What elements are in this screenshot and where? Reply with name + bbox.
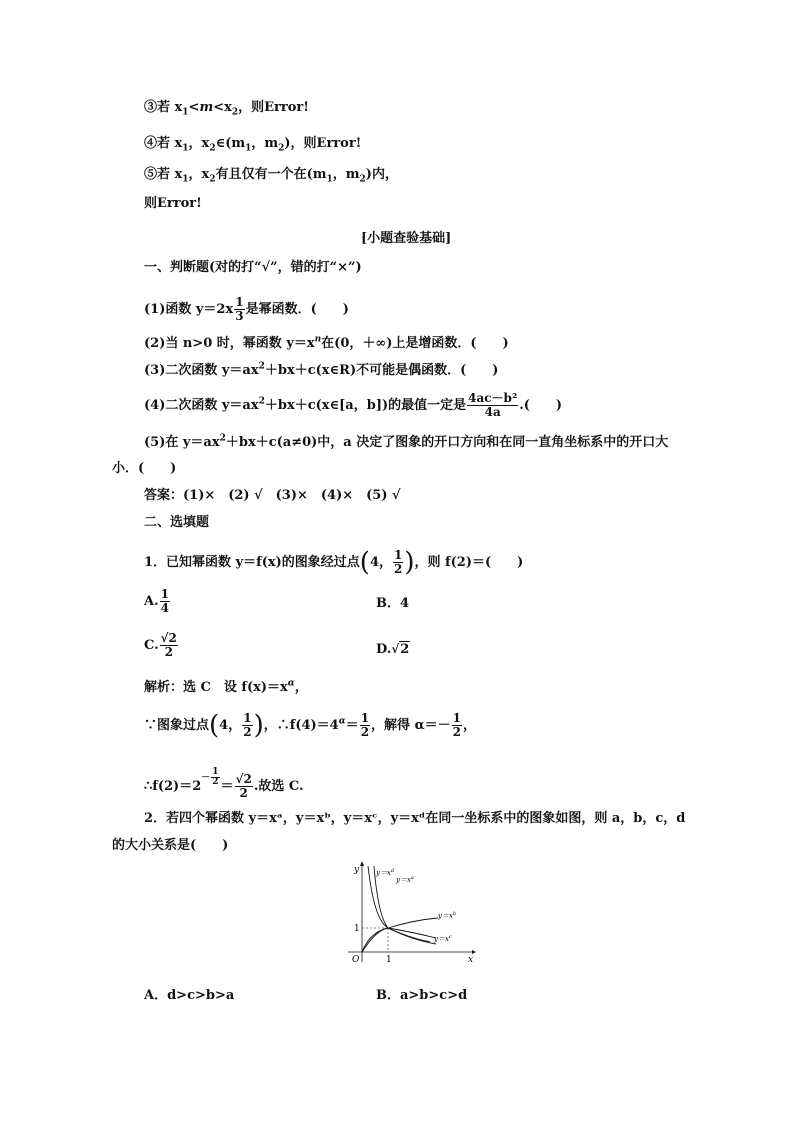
label-b: $y=x^b$ [438, 911, 457, 920]
solution-line-2: ∵图象过点(4， $\frac{1}{2}$ )，$\therefore f(4)=4^\alpha=$ $\frac{1}{2}$ ，解得 α＝－ $\frac{1}{2}$ ， [144, 710, 476, 741]
power-function-graph [340, 858, 480, 966]
question-4: (4)二次函数 $y=ax^2+bx+c(x\in[a$，b])的最值一定是 $\frac{\text{4ac－b²}}{4a}$ .( ) [144, 391, 563, 419]
problem-2-cont: 的大小关系是( ) [112, 838, 229, 853]
item-4: ④若 $x_1$，$x_2\in(m_1$，$m_2$)，则Error! [144, 136, 362, 154]
question-1: (1)函数 y＝2x $\frac{1}{3}$ 是幂函数．( ) [144, 295, 349, 323]
option-1b: B．4 [376, 596, 410, 611]
question-2: (2)当 n>0 时，幂函数 $y=x^n$在(0，＋∞)上是增函数．( ) [144, 334, 509, 351]
problem-2: 2．若四个幂函数 y＝xᵃ，y＝xᵇ，y＝xᶜ，y＝xᵈ在同一坐标系中的图象如图，则 a，b，c，d [144, 811, 686, 826]
answers: 答案：(1)× (2) √ (3)× (4)× (5) √ [144, 488, 401, 503]
question-3: (3)二次函数 $y=ax^2+bx+c(x\in R)$不可能是偶函数．( ) [144, 361, 499, 378]
label-c: $y=x^c$ [434, 934, 452, 943]
option-1c: C. $\frac{√2}{2}$ [144, 631, 177, 659]
x-one-label: 1 [386, 955, 392, 965]
question-5: (5)在 $y=ax^2+bx+c(a\ne 0)$中，a 决定了图象的开口方向和在同一直角坐标系中的开口大 [144, 433, 669, 450]
label-d: $y=x^d$ [376, 868, 395, 877]
item-3: ③若 $x_1<m<x_2$，则Error! [144, 100, 309, 118]
question-5-cont: 小．( ) [112, 461, 177, 476]
solution-line-3: ∴f(2)＝2－ $\frac{1}{2}$ ＝ $\frac{√2}{2}$ .故选 C. [144, 767, 304, 800]
item-5-cont: 则Error! [144, 196, 202, 211]
option-1a: A. $\frac{1}{4}$ [144, 587, 169, 615]
label-a: $y=x^a$ [396, 875, 414, 884]
section-title: [小题查验基础] [361, 231, 452, 246]
item-5: ⑤若 $x_1$，$x_2$有且仅有一个在($m_1$，$m_2$)内， [144, 167, 398, 185]
y-axis-label: y [354, 865, 360, 875]
problem-1: 1．已知幂函数 y＝f(x)的图象经过点(4， $\frac{1}{2}$ )，则 f(2)＝( ) [144, 547, 524, 578]
option-1d: D.√2 [376, 642, 410, 657]
option-2a: A．d>c>b>a [144, 988, 235, 1003]
x-axis-label: x [468, 955, 474, 965]
y-one-label: 1 [354, 924, 360, 934]
curve-c [362, 928, 436, 952]
origin-label: O [352, 955, 360, 965]
part-2-heading: 二、选填题 [144, 515, 210, 530]
curve-b [362, 918, 438, 952]
solution-line-1: 解析：选 C 设 $f(x)=x^\alpha$， [144, 678, 308, 695]
option-2b: B．a>b>c>d [376, 988, 468, 1003]
part-1-heading: 一、判断题(对的打“√”，错的打“×”) [144, 260, 362, 275]
